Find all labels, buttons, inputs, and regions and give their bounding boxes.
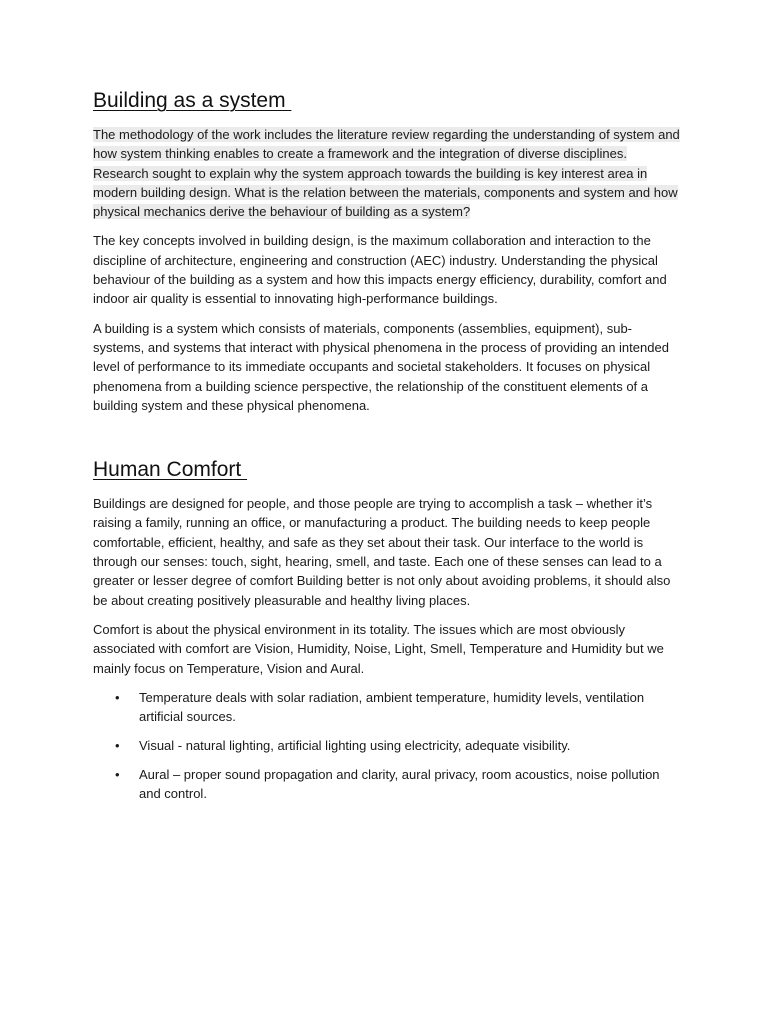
comfort-bullet-list [93,688,683,803]
list-item-text: Aural – proper sound propagation and clarity, aural privacy, room acoustics, noise pollution and control. [139,766,660,802]
paragraph-buildings-for-people: Buildings are designed for people, and those people are trying to accomplish a task – whether it’s raising a family, running an office, or manufacturing a product. The building needs to keep people comfortable, efficient, healthy, and safe as they set about their task. Our interface to the world is through our senses: touch, sight, hearing, smell, and taste. Each one of these senses can lead to a greater or lesser degree of comfort Building better is not only about avoiding problems, it should also be about creating positively pleasurable and healthy living places. [93,496,671,608]
section-title-building-as-a-system: Building as a system [93,89,292,112]
list-item-text: Temperature deals with solar radiation, ambient temperature, humidity levels, ventilation artificial sources. [139,689,645,725]
list-item-visual [93,736,683,755]
list-item-temperature [93,688,683,727]
bullet-icon: • [115,737,120,753]
list-item-aural [93,765,683,804]
document-page [93,86,683,813]
paragraph-comfort-environment: Comfort is about the physical environment in its totality. The issues which are most obviously associated with comfort are Vision, Humidity, Noise, Light, Smell, Temperature and Humidity but we mainly focus on Temperature, Vision and Aural. [93,621,664,676]
section-title-human-comfort: Human Comfort [93,458,248,482]
paragraph-key-concepts: The key concepts involved in building design, is the maximum collaboration and interaction to the discipline of architecture, engineering and construction (AEC) industry. Understanding the physical behaviour of the building as a system and how this impacts energy efficiency, durability, comfort and indoor air quality is essential to innovating high-performance buildings. [93,233,667,307]
bullet-icon: • [115,689,120,705]
paragraph-methodology [93,125,683,221]
paragraph-building-system-definition: A building is a system which consists of materials, components (assemblies, equipment), sub-systems, and systems that interact with physical phenomena in the process of providing an intended level of performance to its immediate occupants and societal stakeholders. It focuses on physical phenomena from a building science perspective, the relationship of the constituent elements of a building system and these physical phenomena. [93,320,669,413]
bullet-icon: • [115,766,120,782]
highlighted-text: The methodology of the work includes the literature review regarding the understanding of system and how system thinking enables to create a framework and the integration of diverse disciplines. Research sought to explain why the system approach towards the building is key interest area in modern building design. What is the relation between the materials, components and system and how physical mechanics derive the behaviour of building as a system? [93,127,680,220]
list-item-text: Visual - natural lighting, artificial lighting using electricity, adequate visibility. [139,737,571,753]
